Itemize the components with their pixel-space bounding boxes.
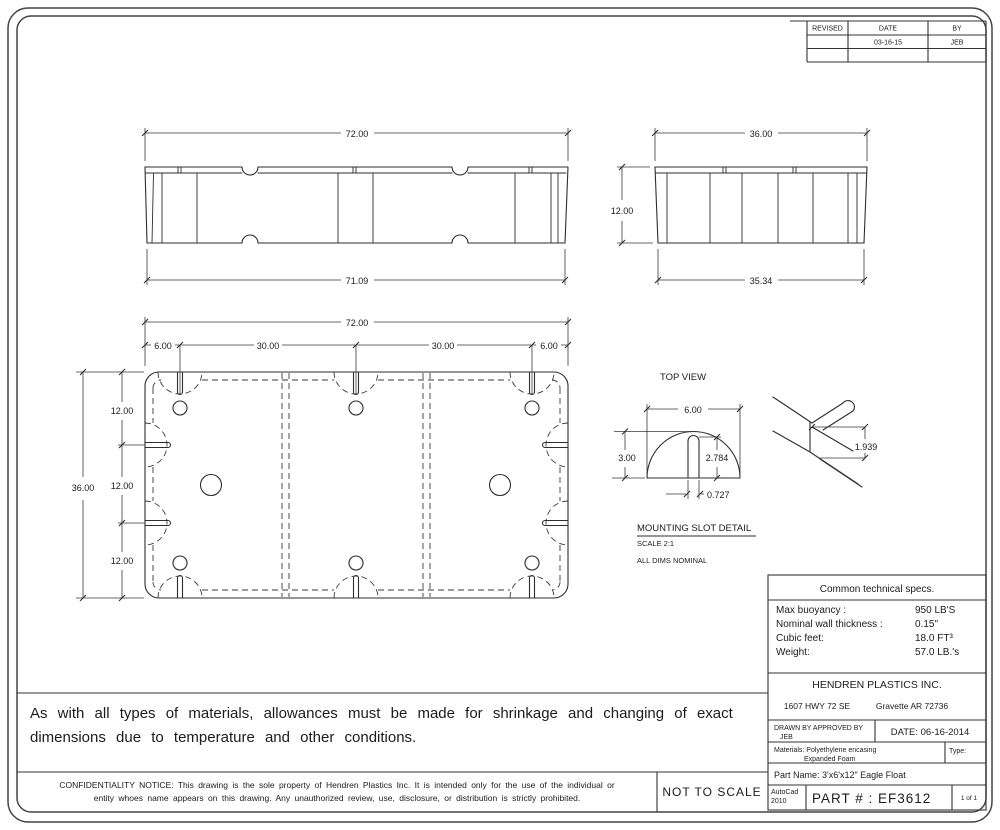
not-to-scale-label: NOT TO SCALE	[662, 785, 762, 799]
spec-cubic-value: 18.0 FT³	[915, 633, 953, 644]
slot-detail-title: MOUNTING SLOT DETAIL	[637, 523, 752, 534]
slot-dim-depth: 2.784	[705, 453, 729, 463]
revision-table	[790, 21, 986, 62]
date-value: DATE: 06-16-2014	[890, 727, 970, 738]
top-dim-span-left: 30.00	[256, 341, 280, 351]
iso-slot-detail	[773, 397, 877, 487]
title-block	[768, 575, 986, 810]
sheet-count: 1 of 1	[960, 795, 978, 802]
sheet-border	[8, 8, 992, 822]
spec-wall-value: 0.15"	[915, 619, 939, 630]
top-dim-total-width: 72.00	[345, 318, 369, 328]
part-name: Part Name: 3'x6'x12" Eagle Float	[774, 770, 906, 780]
top-dim-seg-mid: 12.00	[110, 481, 134, 491]
drawn-approved-label: DRAWN BY APPROVED BY	[774, 725, 864, 732]
software-year: 2010	[771, 798, 787, 805]
company-name: HENDREN PLASTICS INC.	[812, 679, 942, 691]
side-dim-bottom: 35.34	[749, 276, 773, 286]
company-street: 1607 HWY 72 SE	[783, 701, 851, 711]
spec-weight-label: Weight:	[776, 647, 810, 658]
top-dim-span-right: 30.00	[431, 341, 455, 351]
spec-weight-value: 57.0 LB.'s	[915, 647, 960, 658]
software-name: AutoCad	[771, 789, 799, 796]
part-number: PART # : EF3612	[812, 791, 932, 806]
slot-detail-view-label: TOP VIEW	[659, 372, 707, 383]
slot-dim-width: 6.00	[684, 405, 702, 415]
top-dim-end-right: 6.00	[540, 341, 558, 351]
side-view	[611, 128, 870, 286]
slot-dim-slot-width: 0.727	[707, 490, 730, 500]
notes-area	[17, 693, 768, 812]
shrinkage-note-line1: As with all types of materials, allowances must be made for shrinkage and changing of exact	[30, 705, 733, 722]
spec-buoyancy-value: 950 LB'S	[915, 605, 956, 616]
revision-col-by: BY	[952, 25, 962, 33]
revision-row-by: JEB	[950, 39, 964, 47]
front-dim-top: 72.00	[345, 129, 369, 139]
side-dim-height: 12.00	[610, 206, 634, 216]
mounting-holes	[173, 401, 539, 570]
top-dim-seg-bottom: 12.00	[110, 556, 134, 566]
revision-col-revised: REVISED	[812, 25, 843, 33]
front-dim-bottom: 71.09	[345, 276, 369, 286]
front-view	[142, 128, 571, 286]
shrinkage-note-line2: dimensions due to temperature and other conditions.	[30, 729, 417, 746]
mounting-slot-detail	[612, 372, 756, 565]
top-view	[72, 317, 571, 601]
revision-col-date: DATE	[878, 25, 898, 33]
company-city: Gravette AR 72736	[875, 701, 949, 711]
materials-line2: Expanded Foam	[804, 756, 856, 763]
spec-cubic-label: Cubic feet:	[776, 633, 824, 644]
materials-line1: Materials: Polyethylene encasing	[774, 747, 877, 754]
slot-detail-note: ALL DIMS NOMINAL	[637, 556, 708, 565]
revision-row-date: 03-16-15	[873, 39, 903, 47]
spec-wall-label: Nominal wall thickness :	[776, 619, 883, 630]
slot-detail-scale: SCALE 2:1	[637, 539, 675, 548]
spec-buoyancy-label: Max buoyancy :	[776, 605, 847, 616]
confidentiality-line1: CONFIDENTIALITY NOTICE: This drawing is the sole property of Hendren Plastics Inc. It is intended only for the use of the individual or	[59, 780, 615, 790]
top-dim-end-left: 6.00	[154, 341, 172, 351]
type-label: Type:	[949, 748, 967, 755]
top-dim-seg-top: 12.00	[110, 406, 134, 416]
top-dim-total-depth: 36.00	[71, 483, 95, 493]
side-dim-top: 36.00	[749, 129, 773, 139]
drawn-by-value: JEB	[780, 734, 793, 741]
iso-dim: 1.939	[854, 442, 878, 452]
specs-title: Common technical specs.	[819, 584, 935, 595]
slot-dim-height: 3.00	[618, 453, 636, 463]
confidentiality-line2: entity whoes name appears on this drawing. Any unauthorized review, use, disclosure, or distribution is strictly prohibited.	[93, 793, 581, 803]
